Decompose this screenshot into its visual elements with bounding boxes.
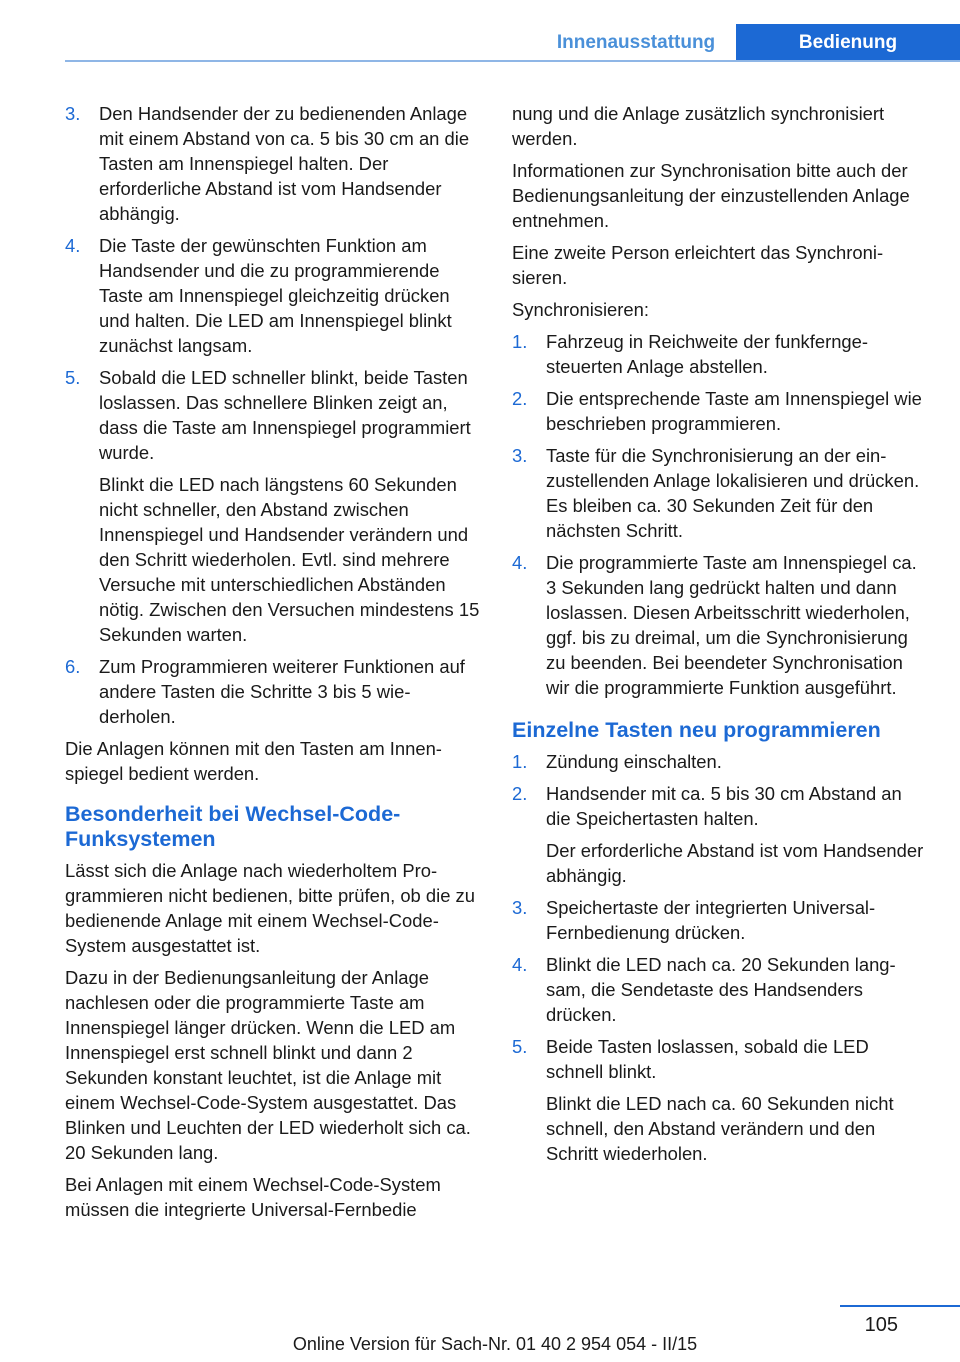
step-number: 6. bbox=[65, 656, 81, 677]
step-number: 1. bbox=[512, 331, 528, 352]
right-column bbox=[512, 101, 927, 1173]
paragraph: Lässt sich die Anlage nach wiederholtem Programmieren nicht bedienen, bitte prüfen, ob die zu bedienende Anlage mit einem Wechsel-Code-System ausgestattet ist. bbox=[65, 860, 475, 956]
step-text: Die entsprechende Taste am Innenspiegel wie beschrieben programmieren. bbox=[546, 388, 922, 434]
programming-steps bbox=[65, 101, 481, 729]
reprogram-steps bbox=[512, 749, 927, 1166]
list-item bbox=[65, 654, 481, 729]
step-text: Taste für die Synchronisierung an der einzustellenden Anlage lokalisieren und drücken. Es bleiben ca. 30 Sekunden Zeit für den nächsten Schritt. bbox=[546, 445, 920, 541]
step-number: 3. bbox=[512, 897, 528, 918]
paragraph: Dazu in der Bedienungsanleitung der Anlage nachlesen oder die programmierte Taste am Innenspiegel länger drücken. Wenn die LED am Innenspiegel erst schnell blinkt und dann 2 Sekunden konstant leuchtet, ist die Anlage mit einem Wechsel-Code-System ausgestattet. Das Blinken und Leuchten der LED wiederholt sich ca. 20 Sekunden lang. bbox=[65, 967, 471, 1163]
footer-text: Online Version für Sach-Nr. 01 40 2 954 054 - II/15 bbox=[292, 1334, 698, 1354]
paragraph: Synchronisieren: bbox=[512, 299, 649, 320]
step-text: Den Handsender der zu bedienenden Anlage mit einem Abstand von ca. 5 bis 30 cm an die Tasten am Innenspiegel halten. Der erforderliche Abstand ist vom Handsender abhängig. bbox=[99, 103, 470, 224]
list-item bbox=[512, 952, 927, 1027]
header-rule bbox=[65, 60, 960, 62]
step-text: Blinkt die LED nach ca. 20 Sekunden langsam, die Sendetaste des Handsenders drücken. bbox=[546, 954, 896, 1025]
step-note: Der erforderliche Abstand ist vom Handsender abhängig. bbox=[546, 840, 924, 886]
list-item bbox=[512, 895, 927, 945]
step-text: Zündung einschalten. bbox=[546, 751, 722, 772]
paragraph: Informationen zur Synchronisation bitte auch der Bedienungsanleitung der einzustellenden Anlage entnehmen. bbox=[512, 160, 910, 231]
step-text: Die programmierte Taste am Innenspiegel ca. 3 Sekunden lang gedrückt halten und dann loslassen. Diesen Arbeitsschritt wiederholen, ggf. bis zu dreimal, um die Synchronisierung zu beenden. Bei beendeter Synchronisation wir die programmierte Funktion ausgeführt. bbox=[546, 552, 917, 698]
list-item bbox=[512, 386, 927, 436]
list-item bbox=[512, 443, 927, 543]
step-number: 4. bbox=[65, 235, 81, 256]
step-number: 3. bbox=[65, 103, 81, 124]
step-number: 5. bbox=[65, 367, 81, 388]
section-tab-innenausstattung: Innenausstattung bbox=[556, 32, 716, 53]
sync-steps bbox=[512, 329, 927, 700]
step-number: 2. bbox=[512, 388, 528, 409]
step-text: Handsender mit ca. 5 bis 30 cm Abstand an die Speichertasten halten. bbox=[546, 783, 902, 829]
step-text: Speichertaste der integrierten Universal-Fernbedienung drücken. bbox=[546, 897, 876, 943]
paragraph: Bei Anlagen mit einem Wechsel-Code-System müssen die integrierte Universal-Fernbedie bbox=[65, 1174, 441, 1220]
paragraph: Die Anlagen können mit den Tasten am Innenspiegel bedient werden. bbox=[65, 738, 442, 784]
list-item bbox=[65, 101, 481, 226]
page-number-rule bbox=[840, 1305, 960, 1307]
list-item bbox=[512, 329, 927, 379]
step-text: Zum Programmieren weiterer Funktionen auf andere Tasten die Schritte 3 bis 5 wiederholen. bbox=[99, 656, 465, 727]
paragraph: nung und die Anlage zusätzlich synchronisiert werden. bbox=[512, 103, 885, 149]
step-number: 4. bbox=[512, 954, 528, 975]
list-item bbox=[65, 233, 481, 358]
step-number: 4. bbox=[512, 552, 528, 573]
left-column bbox=[65, 101, 481, 1229]
list-item bbox=[65, 365, 481, 647]
step-text: Die Taste der gewünschten Funktion am Handsender und die zu programmierende Taste am Innenspiegel gleichzeitig drücken und halten. Die LED am Innenspiegel blinkt zunächst langsam. bbox=[99, 235, 452, 356]
section-heading: Besonderheit bei Wechsel-Code-Funksystemen bbox=[65, 802, 401, 851]
section-heading: Einzelne Tasten neu programmieren bbox=[512, 718, 881, 742]
page-number: 105 bbox=[864, 1314, 898, 1336]
step-text: Beide Tasten loslassen, sobald die LED schnell blinkt. bbox=[546, 1036, 869, 1082]
section-tab-bedienung: Bedienung bbox=[736, 24, 960, 62]
list-item bbox=[512, 1034, 927, 1166]
footer-online-version bbox=[0, 1334, 960, 1355]
list-item bbox=[512, 550, 927, 700]
page-header bbox=[0, 0, 960, 62]
step-text: Fahrzeug in Reichweite der funkferngesteuerten Anlage abstellen. bbox=[546, 331, 869, 377]
list-item bbox=[512, 781, 927, 888]
paragraph: Eine zweite Person erleichtert das Synchronisieren. bbox=[512, 242, 884, 288]
step-text: Sobald die LED schneller blinkt, beide Tasten loslassen. Das schnellere Blinken zeigt an, dass die Taste am Innenspiegel programmiert wurde. bbox=[99, 367, 471, 463]
step-number: 5. bbox=[512, 1036, 528, 1057]
step-number: 2. bbox=[512, 783, 528, 804]
list-item bbox=[512, 749, 927, 774]
step-note: Blinkt die LED nach ca. 60 Sekunden nicht schnell, den Abstand verändern und den Schritt wiederholen. bbox=[546, 1093, 894, 1164]
step-number: 3. bbox=[512, 445, 528, 466]
step-note: Blinkt die LED nach längstens 60 Sekunden nicht schneller, den Abstand zwischen Innenspiegel und Handsender verändern und den Schritt wiederholen. Evtl. sind mehrere Versuche mit unterschiedlichen Abständen nötig. Zwischen den Versuchen mindestens 15 Sekunden warten. bbox=[99, 474, 480, 645]
step-number: 1. bbox=[512, 751, 528, 772]
